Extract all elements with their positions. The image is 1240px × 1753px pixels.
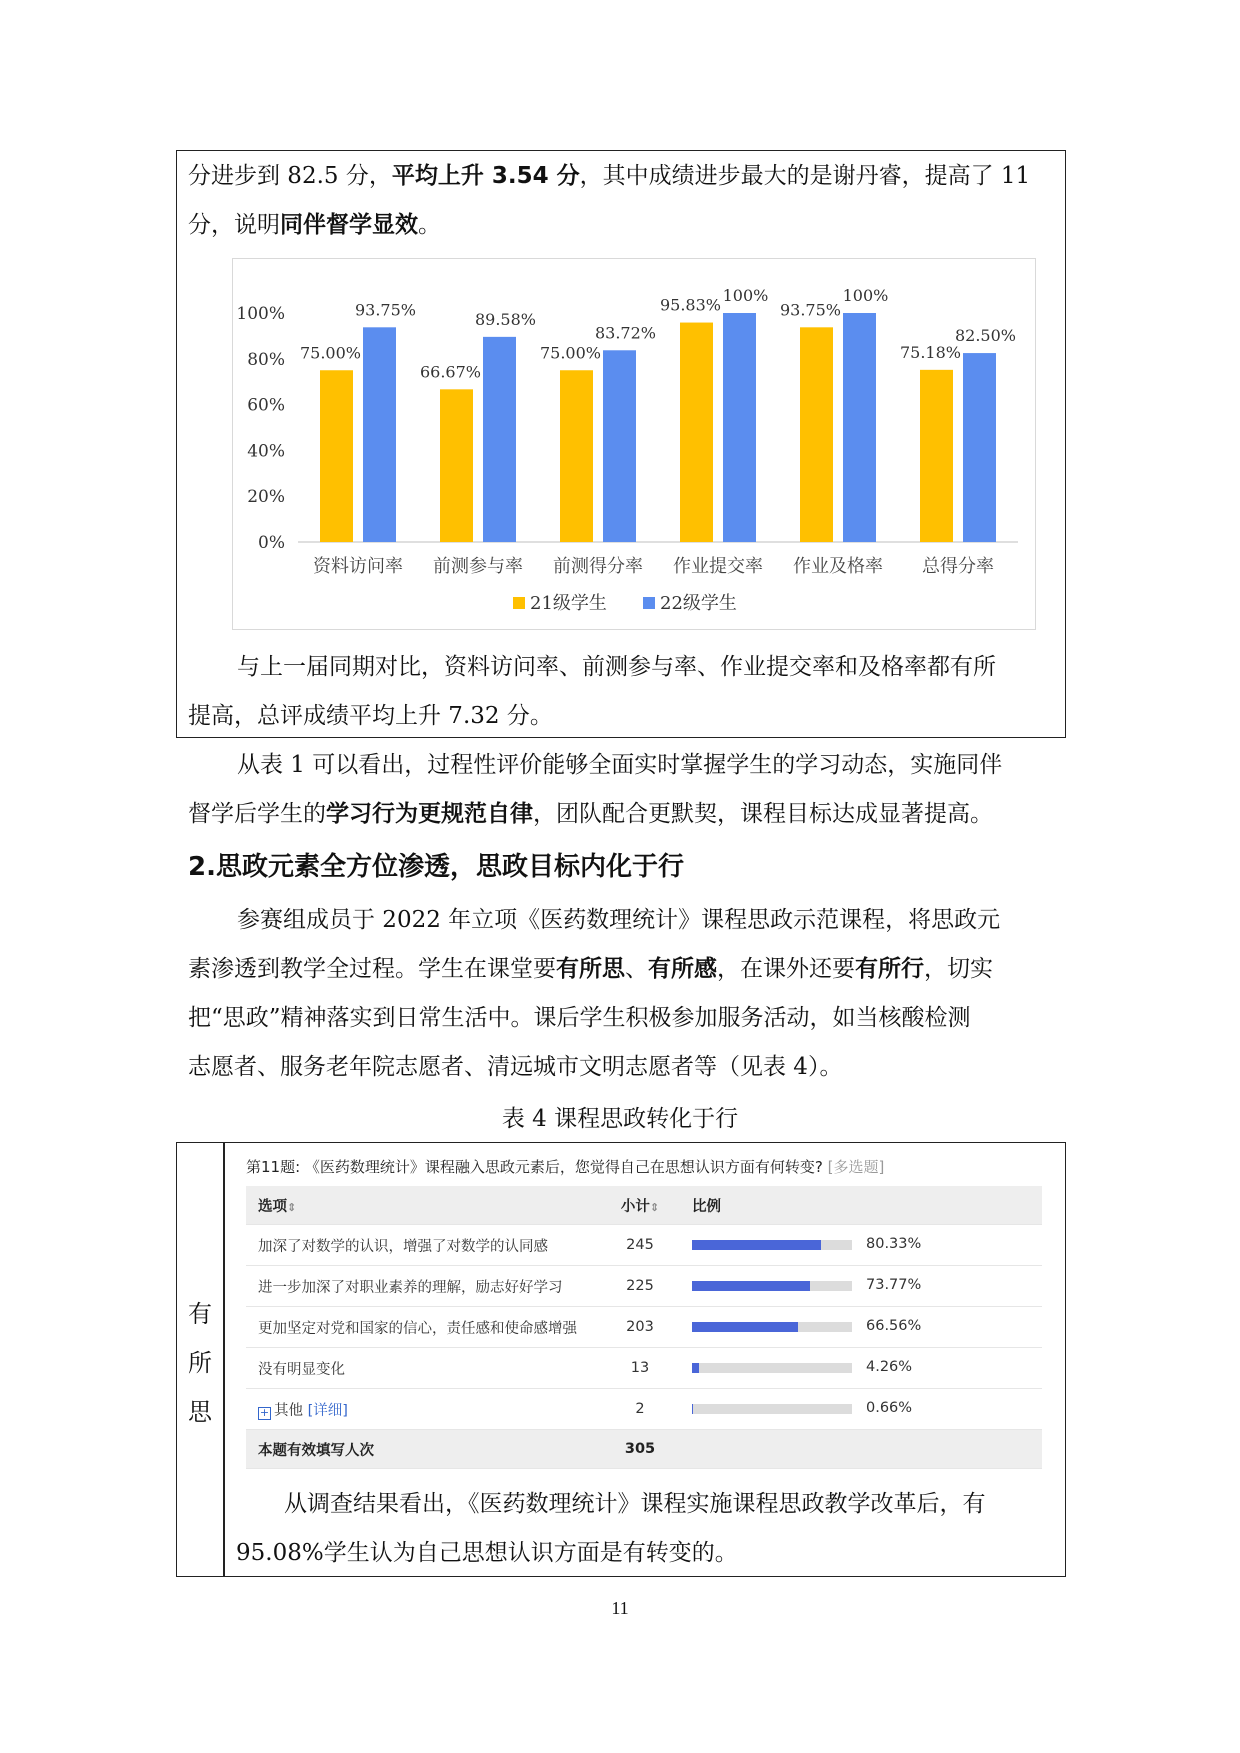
page-number: 11 (611, 1598, 629, 1618)
ratio-bar-track (692, 1240, 852, 1250)
section-heading: 2.思政元素全方位渗透，思政目标内化于行 (188, 852, 684, 882)
data-label: 95.83% (659, 295, 722, 315)
total-count: 305 (600, 1430, 680, 1469)
option-text: 更加坚定对党和国家的信心，责任感和使命感增强 (246, 1307, 600, 1348)
y-tick-label: 20% (247, 487, 285, 508)
table-divider (223, 1143, 225, 1576)
text-line: 从调查结果看出，《医药数理统计》课程实施课程思政教学改革后，有 (284, 1491, 986, 1517)
data-label: 82.50% (954, 326, 1017, 346)
sort-icon[interactable]: ⇕ (649, 1200, 660, 1214)
table-caption: 表 4 课程思政转化于行 (501, 1106, 739, 1132)
comparison-chart-frame (232, 258, 1036, 630)
row-label-char: 有 (188, 1300, 212, 1328)
total-label: 本题有效填写人次 (246, 1430, 600, 1469)
ratio-percent: 0.66% (866, 1400, 913, 1416)
ratio-bar-fill (692, 1404, 693, 1414)
sort-icon[interactable]: ⇕ (287, 1200, 297, 1214)
text-line: 分进步到 82.5 分，平均上升 3.54 分，其中成绩进步最大的是谢丹睿，提高了 11 (188, 163, 1031, 189)
option-count: 245 (600, 1225, 680, 1266)
text-line: 志愿者、服务老年院志愿者、清远城市文明志愿者等（见表 4）。 (188, 1054, 843, 1080)
ratio-bar-track (692, 1404, 852, 1414)
header-ratio: 比例 (680, 1186, 1042, 1225)
text-line: 把“思政”精神落实到日常生活中。课后学生积极参加服务活动，如当核酸检测 (188, 1005, 971, 1031)
x-tick-label: 作业提交率 (673, 556, 763, 577)
y-tick-label: 0% (258, 533, 285, 553)
bar (363, 327, 396, 542)
data-label: 100% (842, 286, 889, 305)
text-line: 95.08%学生认为自己思想认识方面是有转变的。 (236, 1540, 738, 1566)
data-label: 66.67% (419, 362, 482, 382)
comparison-bar-chart (233, 259, 1035, 629)
text-line: 督学后学生的学习行为更规范自律，团队配合更默契，课程目标达成显著提高。 (188, 801, 993, 827)
ratio-bar-track (692, 1281, 852, 1291)
x-tick-label: 作业及格率 (793, 556, 883, 577)
x-tick-label: 前测参与率 (433, 556, 523, 577)
ratio-bar-track (692, 1322, 852, 1332)
survey-total-row (246, 1430, 1042, 1469)
ratio-bar-track (692, 1363, 852, 1373)
option-count: 2 (600, 1389, 680, 1430)
bar (963, 353, 996, 542)
table-row (246, 1348, 1042, 1389)
text-line: 与上一届同期对比，资料访问率、前测参与率、作业提交率和及格率都有所 (237, 654, 996, 680)
option-count: 203 (600, 1307, 680, 1348)
text-line: 分，说明同伴督学显效。 (188, 212, 441, 238)
data-label: 89.58% (474, 309, 537, 329)
data-label: 83.72% (594, 323, 657, 343)
survey-table (246, 1186, 1042, 1469)
legend-label: 22级学生 (660, 593, 737, 614)
ratio-percent: 66.56% (866, 1318, 922, 1334)
x-tick-label: 总得分率 (922, 556, 994, 577)
bar (603, 350, 636, 542)
y-tick-label: 60% (247, 395, 285, 416)
legend-swatch (513, 597, 525, 609)
data-label: 93.75% (354, 300, 417, 320)
row-label-vertical (180, 1290, 220, 1437)
data-label: 93.75% (779, 300, 842, 320)
question-type-tag: [多选题] (827, 1158, 885, 1176)
data-label: 75.00% (299, 343, 362, 363)
bar (800, 327, 833, 542)
x-tick-label: 资料访问率 (313, 556, 403, 577)
table-row (246, 1307, 1042, 1348)
ratio-bar-fill (692, 1322, 798, 1332)
bar (920, 370, 953, 542)
text-line: 提高，总评成绩平均上升 7.32 分。 (188, 703, 553, 729)
option-count: 225 (600, 1266, 680, 1307)
header-count[interactable]: 小计⇕ (600, 1186, 680, 1225)
bar (320, 370, 353, 542)
row-label-char: 思 (188, 1398, 212, 1426)
legend-swatch (643, 597, 655, 609)
x-tick-label: 前测得分率 (553, 556, 643, 577)
legend-label: 21级学生 (530, 593, 607, 614)
text-line: 参赛组成员于 2022 年立项《医药数理统计》课程思政示范课程，将思政元 (237, 907, 1001, 933)
table-row (246, 1266, 1042, 1307)
survey-header-row (246, 1186, 1042, 1225)
option-text: + 其他 [详细] (246, 1389, 600, 1430)
ratio-percent: 4.26% (866, 1359, 913, 1375)
ratio-bar-fill (692, 1363, 699, 1373)
option-count: 13 (600, 1348, 680, 1389)
ratio-bar-fill (692, 1240, 821, 1250)
ratio-percent: 73.77% (866, 1277, 922, 1293)
data-label: 75.00% (539, 343, 602, 363)
bar (680, 323, 713, 542)
option-text: 加深了对数学的认识，增强了对数学的认同感 (246, 1225, 600, 1266)
y-tick-label: 40% (247, 441, 285, 462)
y-tick-label: 100% (236, 304, 285, 324)
bar (723, 313, 756, 542)
survey-question: 第11题: 《医药数理统计》课程融入思政元素后，您觉得自己在思想认识方面有何转变? [多选题] (246, 1158, 885, 1176)
option-text: 进一步加深了对职业素养的理解，励志好好学习 (246, 1266, 600, 1307)
bar (440, 389, 473, 542)
table-row (246, 1389, 1042, 1430)
text-line: 从表 1 可以看出，过程性评价能够全面实时掌握学生的学习动态，实施同伴 (237, 752, 1003, 778)
data-label: 100% (722, 286, 769, 305)
detail-link[interactable]: [详细] (307, 1402, 348, 1419)
survey-result-screenshot (236, 1142, 1052, 1468)
option-text: 没有明显变化 (246, 1348, 600, 1389)
row-label-char: 所 (188, 1349, 212, 1377)
plus-box-icon[interactable]: + (259, 1405, 270, 1419)
bar (483, 337, 516, 542)
bar (843, 313, 876, 542)
bar (560, 370, 593, 542)
y-tick-label: 80% (247, 349, 285, 370)
ratio-bar-fill (692, 1281, 810, 1291)
text-line: 素渗透到教学全过程。学生在课堂要有所思、有所感，在课外还要有所行，切实 (188, 956, 993, 982)
ratio-percent: 80.33% (866, 1236, 922, 1252)
data-label: 75.18% (899, 342, 962, 362)
table-row (246, 1225, 1042, 1266)
header-option[interactable]: 选项⇕ (246, 1186, 600, 1225)
